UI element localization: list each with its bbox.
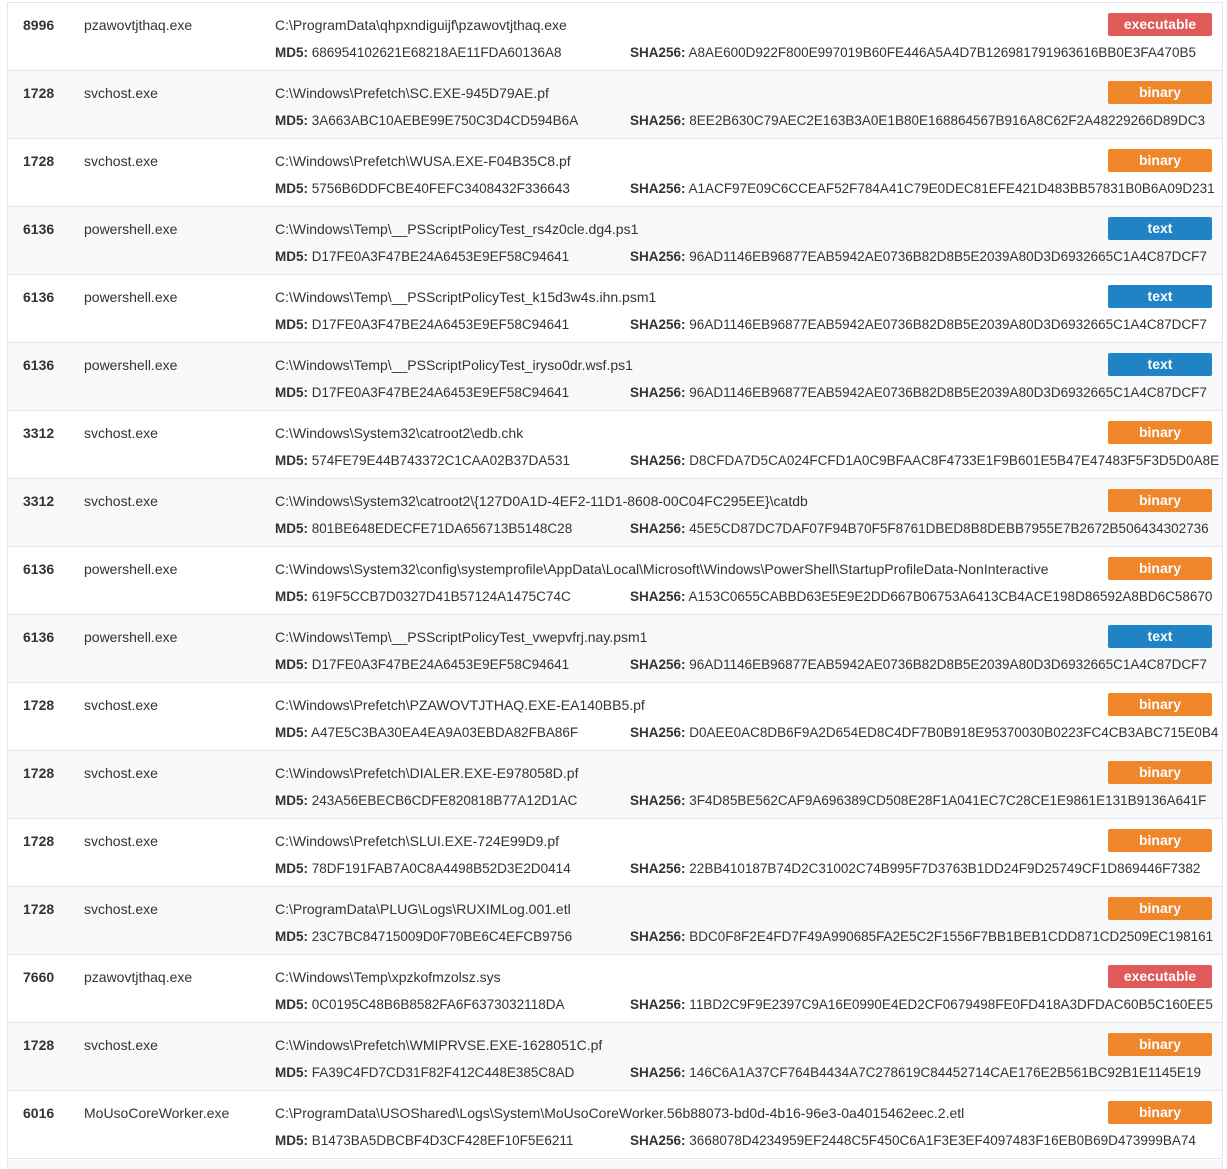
md5-label: MD5:	[275, 861, 308, 876]
md5-hash	[275, 997, 564, 1012]
table-row[interactable]	[8, 411, 1222, 479]
sha256-value: 96AD1146EB96877EAB5942AE0736B82D8B5E2039A80D3D6932665C1A4C87DCF7	[689, 385, 1207, 400]
sha256-value: D0AEE0AC8DB6F9A2D654ED8C4DF7B0B918E95370030B0223FC4CB3ABC715E0B4	[689, 725, 1219, 740]
pid-cell: 8996	[23, 17, 55, 33]
sha256-hash	[630, 385, 1207, 400]
md5-value: FA39C4FD7CD31F82F412C448E385C8AD	[311, 1065, 575, 1080]
md5-hash	[275, 181, 570, 196]
md5-value: B1473BA5DBCBF4D3CF428EF10F5E6211	[311, 1133, 574, 1148]
sha256-hash	[630, 249, 1207, 264]
md5-label: MD5:	[275, 1133, 308, 1148]
sha256-value: A8AE600D922F800E997019B60FE446A5A4D7B126981791963616BB0E3FA470B5	[688, 45, 1196, 60]
pid-cell: 6136	[23, 629, 55, 645]
process-name-cell: powershell.exe	[84, 221, 178, 237]
md5-label: MD5:	[275, 725, 308, 740]
md5-hash	[275, 385, 569, 400]
table-row[interactable]	[8, 547, 1222, 615]
pid-cell: 1728	[23, 1037, 55, 1053]
process-name-cell: pzawovtjthaq.exe	[84, 969, 193, 985]
pid-cell: 6136	[23, 561, 55, 577]
md5-label: MD5:	[275, 453, 308, 468]
pid-cell: 3312	[23, 425, 55, 441]
sha256-value: 3668078D4234959EF2448C5F450C6A1F3E3EF4097483F16EB0B69D473999BA74	[689, 1133, 1196, 1148]
sha256-value: A1ACF97E09C6CCEAF52F784A41C79E0DEC81EFE421D483BB57831B0B6A09D231	[688, 181, 1215, 196]
file-path[interactable]: C:\Windows\Temp\__PSScriptPolicyTest_iryso0dr.wsf.ps1	[275, 357, 633, 373]
pid-cell: 1728	[23, 697, 55, 713]
file-path[interactable]: C:\Windows\Prefetch\WUSA.EXE-F04B35C8.pf	[275, 153, 571, 169]
file-path[interactable]: C:\Windows\System32\catroot2\{127D0A1D-4EF2-11D1-8608-00C04FC295EE}\catdb	[275, 493, 808, 509]
file-path[interactable]: C:\Windows\Prefetch\SLUI.EXE-724E99D9.pf	[275, 833, 560, 849]
pid-cell: 6016	[23, 1105, 55, 1121]
sha256-label: SHA256:	[630, 929, 686, 944]
md5-hash	[275, 725, 578, 740]
table-row[interactable]	[8, 615, 1222, 683]
sha256-label: SHA256:	[630, 1065, 686, 1080]
process-name-cell: svchost.exe	[84, 901, 158, 917]
md5-label: MD5:	[275, 385, 308, 400]
table-row[interactable]	[8, 887, 1222, 955]
md5-label: MD5:	[275, 657, 308, 672]
sha256-hash	[630, 861, 1200, 876]
table-row[interactable]	[8, 343, 1222, 411]
md5-hash	[275, 1133, 573, 1148]
pid-cell: 3312	[23, 493, 55, 509]
process-name-cell: MoUsoCoreWorker.exe	[84, 1105, 230, 1121]
file-type-badge: executable	[1108, 965, 1212, 988]
file-path[interactable]: C:\ProgramData\PLUG\Logs\RUXIMLog.001.etl	[275, 901, 571, 917]
md5-hash	[275, 1065, 574, 1080]
md5-label: MD5:	[275, 181, 308, 196]
md5-value: D17FE0A3F47BE24A6453E9EF58C94641	[311, 385, 570, 400]
sha256-value: 11BD2C9F9E2397C9A16E0990E4ED2CF0679498FE0FD418A3DFDAC60B5C160EE5	[689, 997, 1213, 1012]
pid-cell: 6136	[23, 357, 55, 373]
file-type-badge: binary	[1108, 829, 1212, 852]
sha256-hash	[630, 181, 1215, 196]
file-path[interactable]: C:\Windows\Temp\__PSScriptPolicyTest_rs4z0cle.dg4.ps1	[275, 221, 639, 237]
file-type-badge: binary	[1108, 149, 1212, 172]
file-type-badge: text	[1108, 625, 1212, 648]
md5-label: MD5:	[275, 929, 308, 944]
sha256-value: 45E5CD87DC7DAF07F94B70F5F8761DBED8B8DEBB7955E7B2672B506434302736	[689, 521, 1209, 536]
sha256-label: SHA256:	[630, 793, 686, 808]
file-path[interactable]: C:\Windows\Temp\__PSScriptPolicyTest_vwepvfrj.nay.psm1	[275, 629, 648, 645]
md5-label: MD5:	[275, 113, 308, 128]
md5-value: 78DF191FAB7A0C8A4498B52D3E2D0414	[311, 861, 571, 876]
pid-cell: 1728	[23, 153, 55, 169]
md5-hash	[275, 249, 569, 264]
sha256-value: 96AD1146EB96877EAB5942AE0736B82D8B5E2039A80D3D6932665C1A4C87DCF7	[689, 317, 1207, 332]
process-name-cell: powershell.exe	[84, 629, 178, 645]
file-path[interactable]: C:\ProgramData\USOShared\Logs\System\MoUsoCoreWorker.56b88073-bd0d-4b16-96e3-0a4015462eec.2.etl	[275, 1105, 965, 1121]
sha256-value: 8EE2B630C79AEC2E163B3A0E1B80E168864567B916A8C62F2A48229266D89DC3	[689, 113, 1205, 128]
sha256-value: 22BB410187B74D2C31002C74B995F7D3763B1DD24F9D25749CF1D869446F7382	[689, 861, 1201, 876]
sha256-label: SHA256:	[630, 385, 686, 400]
dropped-files-table	[7, 2, 1223, 1159]
file-type-badge: binary	[1108, 897, 1212, 920]
md5-value: 574FE79E44B743372C1CAA02B37DA531	[311, 453, 570, 468]
md5-label: MD5:	[275, 997, 308, 1012]
table-row[interactable]	[8, 683, 1222, 751]
pid-cell: 1728	[23, 765, 55, 781]
sha256-hash	[630, 997, 1213, 1012]
sha256-hash	[630, 317, 1207, 332]
process-name-cell: svchost.exe	[84, 833, 158, 849]
process-name-cell: svchost.exe	[84, 697, 158, 713]
sha256-label: SHA256:	[630, 181, 686, 196]
sha256-value: A153C0655CABBD63E5E9E2DD667B06753A6413CB4ACE198D86592A8BD6C58670	[688, 589, 1213, 604]
sha256-hash	[630, 929, 1213, 944]
file-path[interactable]: C:\Windows\System32\config\systemprofile\AppData\Local\Microsoft\Windows\PowerShell\StartupProfileData-NonInteractive	[275, 561, 1049, 577]
sha256-label: SHA256:	[630, 45, 686, 60]
md5-value: A47E5C3BA30EA4EA9A03EBDA82FBA86F	[311, 725, 579, 740]
sha256-label: SHA256:	[630, 521, 686, 536]
md5-value: 0C0195C48B6B8582FA6F6373032118DA	[311, 997, 565, 1012]
sha256-hash	[630, 725, 1218, 740]
process-name-cell: powershell.exe	[84, 289, 178, 305]
md5-hash	[275, 793, 577, 808]
md5-hash	[275, 521, 572, 536]
md5-hash	[275, 45, 561, 60]
file-type-badge: text	[1108, 353, 1212, 376]
file-path[interactable]: C:\Windows\Prefetch\PZAWOVTJTHAQ.EXE-EA140BB5.pf	[275, 697, 645, 713]
process-name-cell: svchost.exe	[84, 425, 158, 441]
file-type-badge: text	[1108, 217, 1212, 240]
process-name-cell: svchost.exe	[84, 153, 158, 169]
table-row[interactable]	[8, 3, 1222, 71]
sha256-hash	[630, 1133, 1196, 1148]
table-row[interactable]	[8, 819, 1222, 887]
md5-value: D17FE0A3F47BE24A6453E9EF58C94641	[311, 249, 570, 264]
md5-value: 5756B6DDFCBE40FEFC3408432F336643	[311, 181, 570, 196]
md5-label: MD5:	[275, 317, 308, 332]
sha256-hash	[630, 1065, 1201, 1080]
md5-value: 619F5CCB7D0327D41B57124A1475C74C	[311, 589, 571, 604]
md5-value: D17FE0A3F47BE24A6453E9EF58C94641	[311, 657, 570, 672]
process-name-cell: svchost.exe	[84, 493, 158, 509]
sha256-hash	[630, 113, 1205, 128]
process-name-cell: pzawovtjthaq.exe	[84, 17, 193, 33]
md5-label: MD5:	[275, 793, 308, 808]
sha256-hash	[630, 657, 1207, 672]
table-row[interactable]	[8, 71, 1222, 139]
sha256-value: 146C6A1A37CF764B4434A7C278619C84452714CAE176E2B561BC92B1E1145E19	[689, 1065, 1201, 1080]
sha256-label: SHA256:	[630, 249, 686, 264]
table-trailing-row	[7, 1160, 1223, 1169]
file-type-badge: binary	[1108, 557, 1212, 580]
file-type-badge: binary	[1108, 489, 1212, 512]
md5-value: 23C7BC84715009D0F70BE6C4EFCB9756	[311, 929, 573, 944]
sha256-hash	[630, 793, 1206, 808]
sha256-label: SHA256:	[630, 317, 686, 332]
pid-cell: 6136	[23, 289, 55, 305]
md5-label: MD5:	[275, 1065, 308, 1080]
table-row[interactable]	[8, 1091, 1222, 1159]
md5-hash	[275, 929, 572, 944]
md5-label: MD5:	[275, 589, 308, 604]
sha256-label: SHA256:	[630, 589, 686, 604]
md5-hash	[275, 113, 578, 128]
file-type-badge: executable	[1108, 13, 1212, 36]
process-name-cell: svchost.exe	[84, 85, 158, 101]
file-type-badge: binary	[1108, 81, 1212, 104]
file-path[interactable]: C:\Windows\Prefetch\DIALER.EXE-E978058D.pf	[275, 765, 579, 781]
sha256-hash	[630, 453, 1219, 468]
file-type-badge: text	[1108, 285, 1212, 308]
sha256-value: BDC0F8F2E4FD7F49A990685FA2E5C2F1556F7BB1BEB1CDD871CD2509EC198161	[689, 929, 1214, 944]
file-type-badge: binary	[1108, 693, 1212, 716]
md5-value: 3A663ABC10AEBE99E750C3D4CD594B6A	[311, 113, 579, 128]
table-row[interactable]	[8, 479, 1222, 547]
pid-cell: 1728	[23, 901, 55, 917]
sha256-label: SHA256:	[630, 725, 686, 740]
sha256-hash	[630, 45, 1196, 60]
file-path[interactable]: C:\Windows\Prefetch\WMIPRVSE.EXE-1628051C.pf	[275, 1037, 603, 1053]
sha256-label: SHA256:	[630, 113, 686, 128]
sha256-hash	[630, 521, 1209, 536]
file-path[interactable]: C:\Windows\Prefetch\SC.EXE-945D79AE.pf	[275, 85, 549, 101]
file-path[interactable]: C:\Windows\System32\catroot2\edb.chk	[275, 425, 524, 441]
md5-hash	[275, 453, 570, 468]
sha256-value: 96AD1146EB96877EAB5942AE0736B82D8B5E2039A80D3D6932665C1A4C87DCF7	[689, 657, 1207, 672]
file-path[interactable]: C:\Windows\Temp\xpzkofmzolsz.sys	[275, 969, 501, 985]
md5-label: MD5:	[275, 249, 308, 264]
md5-label: MD5:	[275, 45, 308, 60]
md5-hash	[275, 589, 571, 604]
pid-cell: 6136	[23, 221, 55, 237]
table-row[interactable]	[8, 207, 1222, 275]
pid-cell: 7660	[23, 969, 55, 985]
file-type-badge: binary	[1108, 421, 1212, 444]
file-type-badge: binary	[1108, 761, 1212, 784]
md5-value: 686954102621E68218AE11FDA60136A8	[311, 45, 562, 60]
table-row[interactable]	[8, 139, 1222, 207]
md5-value: 801BE648EDECFE71DA656713B5148C28	[311, 521, 573, 536]
sha256-hash	[630, 589, 1212, 604]
sha256-label: SHA256:	[630, 997, 686, 1012]
sha256-label: SHA256:	[630, 861, 686, 876]
sha256-value: D8CFDA7D5CA024FCFD1A0C9BFAAC8F4733E1F9B601E5B47E47483F5F3D5D0A8E	[689, 453, 1220, 468]
process-name-cell: powershell.exe	[84, 357, 178, 373]
process-name-cell: svchost.exe	[84, 765, 158, 781]
md5-hash	[275, 657, 569, 672]
file-type-badge: binary	[1108, 1101, 1212, 1124]
file-path[interactable]: C:\ProgramData\qhpxndiguijf\pzawovtjthaq.exe	[275, 17, 567, 33]
file-path[interactable]: C:\Windows\Temp\__PSScriptPolicyTest_k15d3w4s.ihn.psm1	[275, 289, 657, 305]
pid-cell: 1728	[23, 833, 55, 849]
process-name-cell: powershell.exe	[84, 561, 178, 577]
md5-hash	[275, 317, 569, 332]
sha256-label: SHA256:	[630, 657, 686, 672]
md5-hash	[275, 861, 571, 876]
sha256-value: 96AD1146EB96877EAB5942AE0736B82D8B5E2039A80D3D6932665C1A4C87DCF7	[689, 249, 1207, 264]
table-row[interactable]	[8, 955, 1222, 1023]
sha256-label: SHA256:	[630, 1133, 686, 1148]
process-name-cell: svchost.exe	[84, 1037, 158, 1053]
file-type-badge: binary	[1108, 1033, 1212, 1056]
sha256-value: 3F4D85BE562CAF9A696389CD508E28F1A041EC7C28CE1E9861E131B9136A641F	[689, 793, 1207, 808]
table-row[interactable]	[8, 1023, 1222, 1091]
table-row[interactable]	[8, 275, 1222, 343]
pid-cell: 1728	[23, 85, 55, 101]
md5-label: MD5:	[275, 521, 308, 536]
sha256-label: SHA256:	[630, 453, 686, 468]
table-row[interactable]	[8, 751, 1222, 819]
md5-value: 243A56EBECB6CDFE820818B77A12D1AC	[311, 793, 578, 808]
md5-value: D17FE0A3F47BE24A6453E9EF58C94641	[311, 317, 570, 332]
